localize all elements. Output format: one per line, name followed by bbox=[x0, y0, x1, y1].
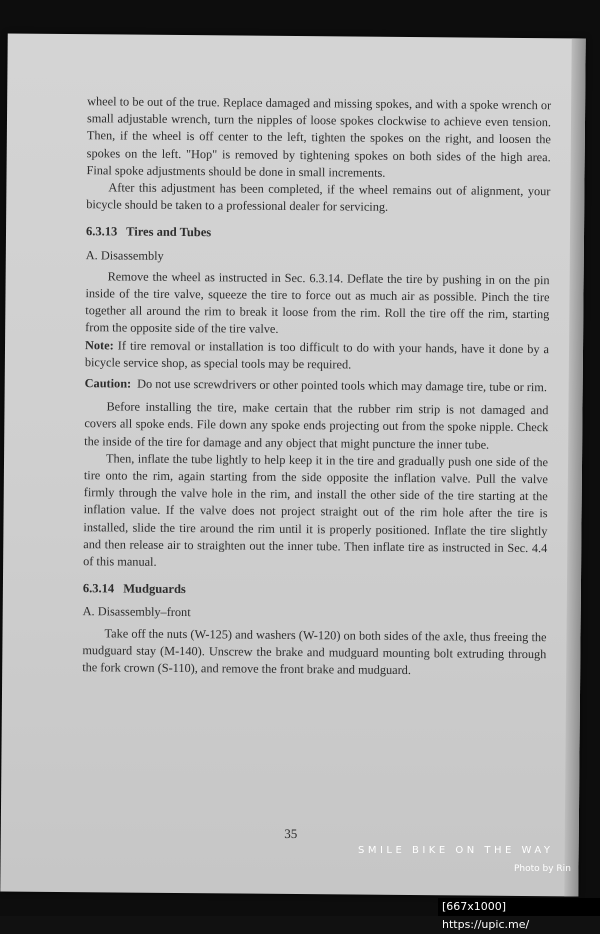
book-spine bbox=[564, 38, 585, 896]
section-heading bbox=[86, 224, 550, 245]
section-number: 6.3.13 bbox=[85, 224, 118, 239]
section-heading bbox=[83, 580, 547, 601]
paragraph: Remove the wheel as instructed in Sec. 6.3.14. Deflate the tire by pushing in on the pin inside of the tire valve, squeeze the tire to force out as much air as possible. Pinch the tire together all around the rim to break it loose from the rim. Roll the tire off the rim, starting from the opposite side of the tire valve. bbox=[85, 269, 550, 337]
watermark-credit: Photo by Rin bbox=[514, 864, 571, 874]
note-text: If tire removal or installation is too difficult to do with your hands, have it done by a bicycle service shop, as special tools may be required. bbox=[84, 338, 550, 372]
image-size-tag: [667x1000] https://upic.me/ bbox=[438, 898, 600, 916]
caution-text: Do not use screwdrivers or other pointed tools which may damage tire, tube or rim. bbox=[137, 376, 548, 395]
page-text bbox=[82, 93, 551, 680]
caution-label: Caution: bbox=[84, 376, 132, 391]
paragraph: Take off the nuts (W-125) and washers (W-120) on both sides of the axle, thus freeing the mudguard stay (M-140). Unscrew the brake and mudguard mounting bolt extruding through the fork crown (S-110), and remove the front brake and mudguard. bbox=[82, 626, 547, 678]
note bbox=[85, 337, 549, 375]
watermark-title: SMILE BIKE ON THE WAY bbox=[358, 845, 554, 856]
subheading: A. Disassembly–front bbox=[82, 604, 191, 620]
subheading: A. Disassembly bbox=[85, 247, 164, 263]
paragraph: Then, inflate the tube lightly to help keep it in the tire and gradually push one side of the tire onto the rim, again starting from the side opposite the inflation valve. Pull the valve firmly through the valve hole in the rim, and install the other side of the tire starting at the inflation value. If the valve does not project straight out of the rim hole after the tire is installed, slide the tire around the rim until it is properly positioned. Inflate the tire slightly and then release air to straighten out the inner tube. Then inflate tire as instructed in Sec. 4.4 of this manual. bbox=[83, 451, 549, 569]
note-label: Note: bbox=[84, 337, 114, 353]
page-number: 35 bbox=[284, 825, 298, 842]
paragraph: wheel to be out of the true. Replace damaged and missing spokes, and with a spoke wrench or small adjustable wrench, turn the nipples of loose spokes clockwise to achieve even tension. Then, if the wheel is off center to the left, tighten the spokes on the right, and loosen the spokes on the left. "Hop" is removed by tightening spokes on both sides of the high area. Final spoke adjustments should be done in small increments. bbox=[86, 94, 552, 180]
paragraph: Before installing the tire, make certain that the rubber rim strip is not damaged and covers all spoke ends. File down any spoke ends projecting out from the spoke nipple. Check the inside of the tire for damage and any object that might puncture the inner tube. bbox=[84, 399, 549, 452]
section-title: Tires and Tubes bbox=[126, 224, 212, 240]
book-page bbox=[0, 33, 585, 896]
section-title: Mudguards bbox=[123, 581, 186, 597]
section-number: 6.3.14 bbox=[82, 581, 115, 596]
paragraph: After this adjustment has been completed, if the wheel remains out of alignment, your bicycle should be taken to a professional dealer for servicing. bbox=[86, 180, 551, 215]
